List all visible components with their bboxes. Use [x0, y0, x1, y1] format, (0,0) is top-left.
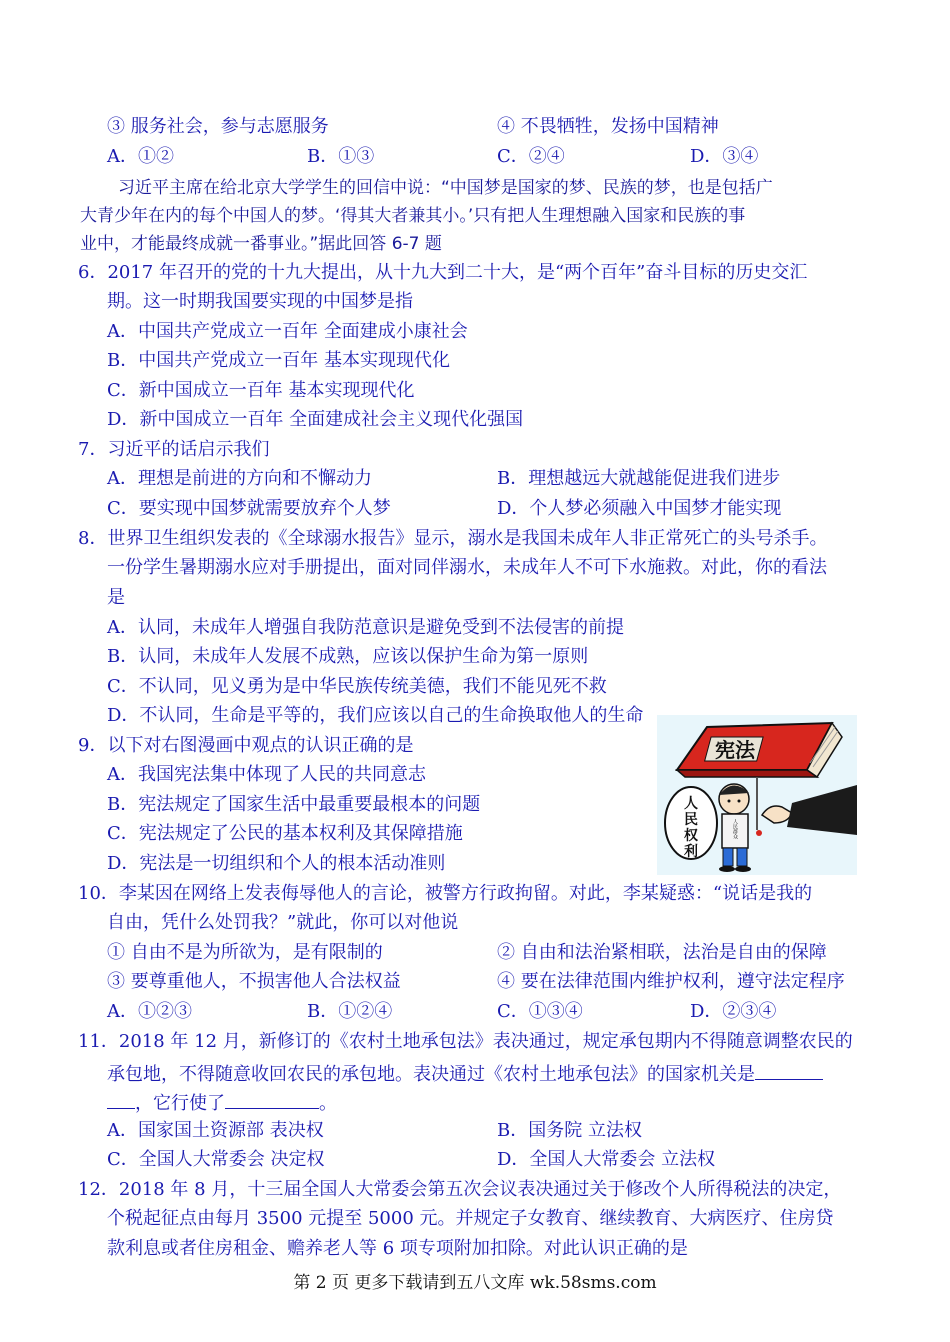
option-b: B．认同，未成年人发展不成熟，应该以保护生命为第一原则 — [107, 646, 589, 667]
question-6-stem: 6．2017 年召开的党的十九大提出，从十九大到二十大，是“两个百年”奋斗目标的历史交汇 — [78, 262, 808, 283]
option-a: A．我国宪法集中体现了人民的共同意志 — [107, 764, 426, 785]
item-3: ③ 服务社会，参与志愿服务 — [107, 116, 329, 137]
svg-text:权: 权 — [684, 828, 698, 844]
option-c: C．全国人大常委会 决定权 — [107, 1149, 325, 1170]
page-footer: 第 2 页 更多下载请到五八文库 wk.58sms.com — [293, 1273, 657, 1293]
option-c: C．②④ — [497, 146, 565, 167]
constitution-cartoon — [657, 715, 857, 875]
question-8-stem: 一份学生暑期溺水应对手册提出，面对同伴溺水，未成年人不可下水施救。对此，你的看法 — [107, 557, 827, 578]
passage-line: 习近平主席在给北京大学学生的回信中说：“中国梦是国家的梦、民族的梦，也是包括广 — [118, 178, 773, 198]
passage-line: 大青少年在内的每个中国人的梦。‘得其大者兼其小。’只有把人生理想融入国家和民族的事 — [80, 206, 746, 226]
option-b: B．①②④ — [307, 1001, 393, 1022]
item-3: ③ 要尊重他人，不损害他人合法权益 — [107, 971, 401, 992]
option-a: A．①②③ — [107, 1001, 192, 1022]
svg-text:人: 人 — [684, 796, 698, 812]
sleeve-icon — [787, 785, 857, 835]
option-b: B．国务院 立法权 — [497, 1120, 642, 1141]
svg-text:利: 利 — [684, 844, 698, 860]
option-d: D．全国人大常委会 立法权 — [497, 1149, 716, 1170]
question-8-stem: 8．世界卫生组织发表的《全球溺水报告》显示，溺水是我国未成年人非正常死亡的头号杀手。 — [78, 528, 828, 549]
question-10-stem: 10．李某因在网络上发表侮辱他人的言论，被警方行政拘留。对此，李某疑惑：“说话是我的 — [78, 883, 813, 904]
question-10-stem: 自由，凭什么处罚我？”就此，你可以对他说 — [107, 912, 459, 933]
item-1: ① 自由不是为所欲为，是有限制的 — [107, 942, 383, 963]
question-12-stem: 个税起征点由每月 3500 元提至 5000 元。并规定子女教育、继续教育、大病医疗、住房贷 — [107, 1208, 834, 1229]
option-c: C．新中国成立一百年 基本实现现代化 — [107, 380, 415, 401]
option-d: D．个人梦必须融入中国梦才能实现 — [497, 498, 782, 519]
answer-blank — [225, 1090, 319, 1109]
question-11-stem: 11．2018 年 12 月，新修订的《农村土地承包法》表决通过，规定承包期内不得随意调整农民的 — [78, 1031, 853, 1052]
option-d: D．不认同，生命是平等的，我们应该以自己的生命换取他人的生命 — [107, 705, 644, 726]
cartoon-illustration — [657, 715, 857, 875]
question-12-stem: 款利息或者住房租金、赡养老人等 6 项专项附加扣除。对此认识正确的是 — [107, 1238, 688, 1259]
hand-icon — [762, 806, 792, 823]
answer-blank — [107, 1090, 135, 1109]
option-a: A．理想是前进的方向和不懈动力 — [107, 468, 372, 489]
option-c: C．①③④ — [497, 1001, 583, 1022]
item-4: ④ 不畏牺牲，发扬中国精神 — [497, 116, 719, 137]
option-a: A．认同，未成年人增强自我防范意识是避免受到不法侵害的前提 — [107, 617, 624, 638]
answer-blank — [755, 1061, 823, 1080]
option-b: B．理想越远大就越能促进我们进步 — [497, 468, 781, 489]
svg-text:人民群众: 人民群众 — [732, 819, 738, 839]
question-6-stem: 期。这一时期我国要实现的中国梦是指 — [107, 291, 413, 312]
item-4: ④ 要在法律范围内维护权利，遵守法定程序 — [497, 971, 845, 992]
option-d: D．②③④ — [690, 1001, 777, 1022]
option-b: B．①③ — [307, 146, 375, 167]
option-c: C．不认同，见义勇为是中华民族传统美德，我们不能见死不救 — [107, 676, 607, 697]
question-12-stem: 12．2018 年 8 月，十三届全国人大常委会第五次会议表决通过关于修改个人所得税法的决定， — [78, 1179, 842, 1200]
umbrella-title: 宪法 — [715, 738, 755, 762]
option-d: D．宪法是一切组织和个人的根本活动准则 — [107, 853, 446, 874]
option-a: A．①② — [107, 146, 174, 167]
question-11-stem: ，它行使了 。 — [107, 1090, 337, 1114]
option-a: A．中国共产党成立一百年 全面建成小康社会 — [107, 321, 468, 342]
svg-text:民: 民 — [684, 812, 698, 828]
item-2: ② 自由和法治紧相联，法治是自由的保障 — [497, 942, 827, 963]
option-d: D．③④ — [690, 146, 759, 167]
option-d: D．新中国成立一百年 全面建成社会主义现代化强国 — [107, 409, 524, 430]
question-7-stem: 7．习近平的话启示我们 — [78, 439, 270, 460]
question-11-stem: 承包地，不得随意收回农民的承包地。表决通过《农村土地承包法》的国家机关是 — [107, 1061, 823, 1085]
passage-line: 业中，才能最终成就一番事业。”据此回答 6-7 题 — [80, 234, 442, 254]
question-8-stem: 是 — [107, 587, 125, 608]
option-c: C．宪法规定了公民的基本权利及其保障措施 — [107, 823, 463, 844]
option-b: B．宪法规定了国家生活中最重要最根本的问题 — [107, 794, 481, 815]
option-b: B．中国共产党成立一百年 基本实现现代化 — [107, 350, 450, 371]
question-9-stem: 9．以下对右图漫画中观点的认识正确的是 — [78, 735, 414, 756]
option-c: C．要实现中国梦就需要放弃个人梦 — [107, 498, 391, 519]
option-a: A．国家国土资源部 表决权 — [107, 1120, 324, 1141]
